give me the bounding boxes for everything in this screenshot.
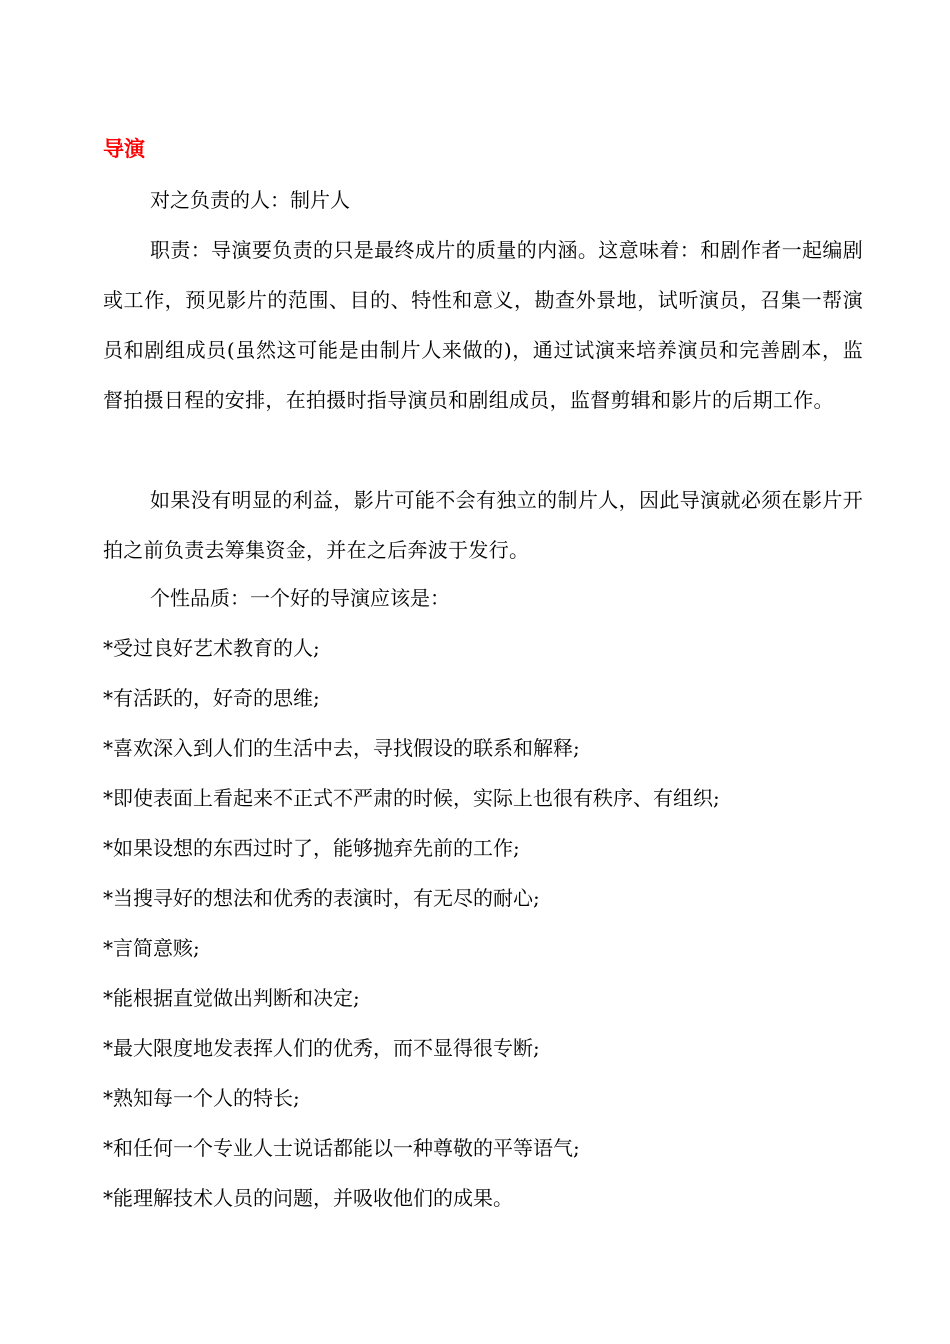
duties-paragraph: 职责：导演要负责的只是最终成片的质量的内涵。这意味着：和剧作者一起编剧或工作，预见影片的范围、目的、特性和意义，勘查外景地，试听演员，召集一帮演员和剧组成员(虽然这可能是由制片人来做的)，通过试演来培养演员和完善剧本，监督拍摄日程的安排，在拍摄时指导演员和剧组成员，监督剪辑和影片的后期工作。 [103, 238, 863, 412]
quality-item: *最大限度地发表挥人们的优秀，而不显得很专断; [103, 1036, 540, 1060]
funding-paragraph: 如果没有明显的利益，影片可能不会有独立的制片人，因此导演就必须在影片开拍之前负责去筹集资金，并在之后奔波于发行。 [103, 488, 863, 562]
quality-item: *受过良好艺术教育的人; [103, 636, 320, 660]
quality-item: *言简意赅; [103, 936, 200, 960]
quality-item: *能理解技术人员的问题，并吸收他们的成果。 [103, 1186, 513, 1210]
quality-item: *如果设想的东西过时了，能够抛弃先前的工作; [103, 836, 520, 860]
document-heading: 导演 [103, 137, 145, 161]
quality-item: *即使表面上看起来不正式不严肃的时候，实际上也很有秩序、有组织; [103, 786, 720, 810]
quality-item: *能根据直觉做出判断和决定; [103, 986, 360, 1010]
quality-item: *熟知每一个人的特长; [103, 1086, 300, 1110]
quality-item: *和任何一个专业人士说话都能以一种尊敬的平等语气; [103, 1136, 580, 1160]
quality-item: *当搜寻好的想法和优秀的表演时，有无尽的耐心; [103, 886, 540, 910]
responsible-line: 对之负责的人：制片人 [150, 188, 350, 212]
quality-item: *喜欢深入到人们的生活中去，寻找假设的联系和解释; [103, 736, 580, 760]
quality-item: *有活跃的，好奇的思维; [103, 686, 320, 710]
qualities-intro: 个性品质：一个好的导演应该是： [150, 586, 450, 610]
